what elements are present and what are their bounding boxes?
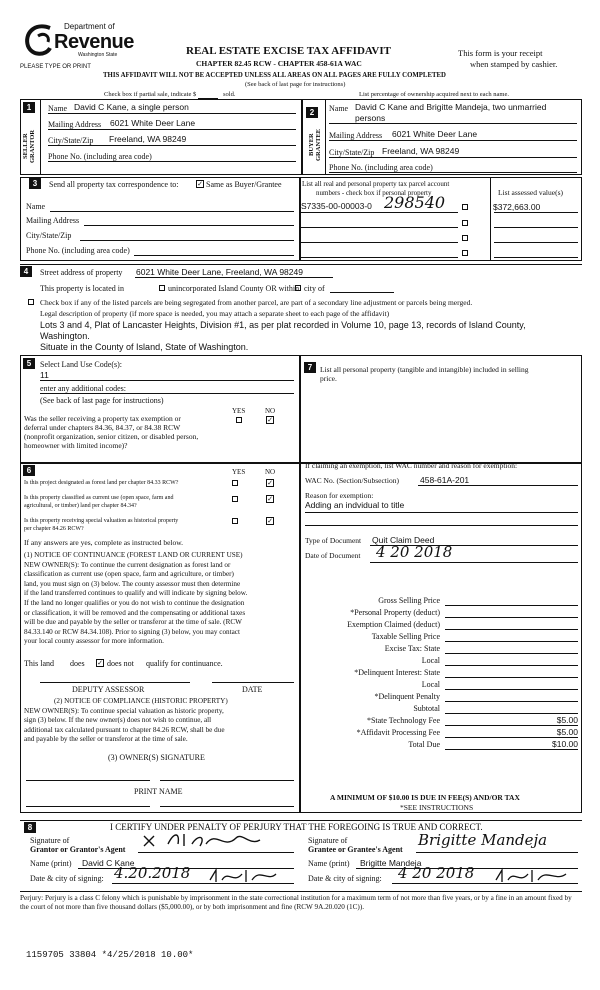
section-4-number: 4 bbox=[20, 266, 32, 277]
historic-yes-checkbox[interactable] bbox=[232, 518, 238, 524]
total-row-value[interactable]: $5.00 bbox=[556, 727, 578, 737]
certify-statement: I CERTIFY UNDER PENALTY OF PERJURY THAT THE FOREGOING IS TRUE AND CORRECT. bbox=[110, 822, 483, 832]
parcel-handwritten-id: 298540 bbox=[384, 193, 446, 212]
current-use-question-1: Is this property classified as current use (open space, farm and bbox=[24, 495, 174, 501]
buyer-city[interactable]: Freeland, WA 98249 bbox=[382, 146, 460, 156]
section-5-number: 5 bbox=[23, 358, 35, 369]
forest-land-question: Is this project designated as forest land per chapter 84.33 RCW? bbox=[24, 480, 179, 486]
s3-mail-label: Mailing Address bbox=[26, 216, 80, 225]
additional-codes-label: enter any additional codes: bbox=[40, 384, 126, 393]
total-row-label: Taxable Selling Price bbox=[371, 632, 440, 641]
partial-sale-label: Check box if partial sale, indicate $ bbox=[104, 91, 197, 98]
personal-property-label-1: List all personal property (tangible and intangible) included in selling bbox=[320, 365, 529, 374]
buyer-side-label: BUYER GRANTEE bbox=[308, 128, 322, 162]
this-land-label: This land bbox=[24, 659, 54, 668]
total-row-line bbox=[445, 617, 578, 618]
assessor-date-label: DATE bbox=[242, 685, 263, 694]
land-use-label: Select Land Use Code(s): bbox=[40, 360, 122, 369]
same-as-buyer-label: Same as Buyer/Grantee bbox=[206, 180, 282, 189]
form-title: REAL ESTATE EXCISE TAX AFFIDAVIT bbox=[186, 45, 391, 57]
minimum-fee-note: A MINIMUM OF $10.00 IS DUE IN FEE(S) AND/OR TAX bbox=[330, 793, 520, 802]
total-row-line bbox=[445, 701, 578, 702]
total-row-label: *Personal Property (deduct) bbox=[350, 608, 440, 617]
total-row-line bbox=[445, 605, 578, 606]
buyer-mail-label: Mailing Address bbox=[329, 131, 383, 140]
buyer-name-line-2[interactable]: persons bbox=[355, 113, 386, 123]
exemption-no-checkbox[interactable]: ✓ bbox=[267, 416, 273, 424]
total-row-line bbox=[445, 689, 578, 690]
section-1-number: 1 bbox=[23, 102, 35, 113]
section-7-number: 7 bbox=[304, 362, 316, 373]
total-row-label: Excise Tax: State bbox=[384, 644, 440, 653]
section-8-number: 8 bbox=[24, 822, 36, 833]
sold-label: sold. bbox=[223, 91, 236, 98]
parcel-number[interactable]: S7335-00-00003-0 bbox=[301, 201, 372, 211]
seller-side-label: SELLER GRANTOR bbox=[22, 129, 36, 163]
buyer-name-label: Name bbox=[329, 104, 349, 113]
total-row-label: Subtotal bbox=[413, 704, 440, 713]
does-label: does bbox=[70, 659, 85, 668]
grantor-date-label: Date & city of signing: bbox=[30, 874, 104, 883]
ownership-note: List percentage of ownership acquired next to each name. bbox=[359, 91, 509, 98]
receipt-note-1: This form is your receipt bbox=[458, 48, 543, 58]
dor-logo bbox=[24, 16, 134, 64]
s6-no-header: NO bbox=[265, 468, 276, 476]
buyer-city-label: City/State/Zip bbox=[329, 148, 375, 157]
total-row-label: Gross Selling Price bbox=[378, 596, 440, 605]
total-row-line bbox=[445, 677, 578, 678]
exemption-reason[interactable]: Adding an indvidual to title bbox=[305, 500, 405, 510]
total-row-line bbox=[445, 653, 578, 654]
type-doc-label: Type of Document bbox=[305, 536, 362, 545]
does-not-label: does not bbox=[107, 659, 134, 668]
same-as-buyer-checkbox[interactable]: ✓ bbox=[197, 180, 203, 188]
unincorporated-checkbox[interactable] bbox=[159, 285, 165, 291]
qualify-label: qualify for continuance. bbox=[146, 659, 223, 668]
seller-city-label: City/State/Zip bbox=[48, 136, 94, 145]
legal-desc-line-3[interactable]: Situate in the County of Island, State of Washington. bbox=[40, 342, 249, 352]
grantee-name-label: Name (print) bbox=[308, 859, 350, 868]
s5-yes-header: YES bbox=[232, 407, 246, 415]
s6-yes-header: YES bbox=[232, 468, 246, 476]
total-row-line bbox=[445, 737, 578, 738]
notice-of-continuance: (1) NOTICE OF CONTINUANCE (FOREST LAND OR CURRENT USE) NEW OWNER(S): To continue the current designation as forest land or classification as current use (open space, farm and agriculture, or timber) land, you must sign on (3) below. The county assessor must then determine if the land transferred continues to qualify and will indicate by signing below. If the land no longer qualifies or you do not wish to continue the designation or classification, it will be removed and the compensating or additional taxes will be due and payable by the seller or transferor at the time of sale. (RCW 84.33.140 or RCW 84.34.108). Prior to signing (3) below, you may contact your local county assessor for more information. bbox=[24, 551, 248, 646]
receipt-note-2: when stamped by cashier. bbox=[470, 59, 558, 69]
legal-desc-line-1[interactable]: Lots 3 and 4, Plat of Lancaster Heights, Division #1, as per plat recorded in Volume 10, page 13, records of Island County, bbox=[40, 320, 526, 330]
total-row-label: *Affidavit Processing Fee bbox=[356, 728, 440, 737]
within-city-checkbox[interactable] bbox=[295, 285, 301, 291]
buyer-phone-label: Phone No. (including area code) bbox=[329, 163, 433, 172]
assessed-value[interactable]: $372,663.00 bbox=[493, 202, 541, 212]
type-of-document[interactable]: Quit Claim Deed bbox=[372, 535, 435, 545]
current-use-question-2: agricultural, or timber) land per chapter 84.34? bbox=[24, 503, 137, 509]
seller-phone-label: Phone No. (including area code) bbox=[48, 152, 152, 161]
notice-of-compliance: (2) NOTICE OF COMPLIANCE (HISTORIC PROPERTY) NEW OWNER(S): To continue special valuation as historic property, sign (3) below. If the new owner(s) does not wish to continue, all additional tax calculated pursuant to chapter 84.26 RCW, shall be due and payable by the seller or transferor at the time of sale. bbox=[24, 697, 228, 744]
street-label: Street address of property bbox=[40, 268, 123, 277]
date-of-document[interactable]: 4 20 2018 bbox=[376, 543, 453, 561]
claiming-exemption-label: If claiming an exemption, list WAC number and reason for exemption: bbox=[305, 461, 518, 470]
deputy-assessor-label: DEPUTY ASSESSOR bbox=[72, 685, 145, 694]
total-row-line bbox=[445, 629, 578, 630]
seller-mail[interactable]: 6021 White Deer Lane bbox=[110, 118, 196, 128]
grantor-sig-label-2: Grantor or Grantor's Agent bbox=[30, 845, 126, 854]
located-label-b: unincorporated Island County OR within bbox=[168, 284, 300, 293]
segregation-checkbox[interactable] bbox=[28, 299, 34, 305]
street-address[interactable]: 6021 White Deer Lane, Freeland, WA 98249 bbox=[136, 267, 303, 277]
legal-desc-label: Legal description of property (if more space is needed, you may attach a separate sheet to each page of the affidavit) bbox=[40, 309, 390, 318]
grantor-name[interactable]: David C Kane bbox=[82, 858, 135, 868]
historic-no-checkbox[interactable]: ✓ bbox=[267, 517, 273, 525]
total-row-line bbox=[445, 713, 578, 714]
grantee-sig-label-2: Grantee or Grantee's Agent bbox=[308, 845, 403, 854]
grantor-sig-label-1: Signature of bbox=[30, 836, 70, 845]
owner-signature-label: (3) OWNER(S) SIGNATURE bbox=[108, 753, 205, 762]
total-row-label: *Delinquent Interest: State bbox=[354, 668, 440, 677]
total-row-line bbox=[445, 665, 578, 666]
land-use-see-back: (See back of last page for instructions) bbox=[40, 396, 164, 405]
grantee-name[interactable]: Brigitte Mandeja bbox=[360, 858, 422, 868]
located-label-c: city of bbox=[304, 284, 325, 293]
parcel-header-line-2: numbers - check box if personal property bbox=[316, 189, 432, 197]
perjury-notice: Perjury: Perjury is a class C felony which is punishable by imprisonment in the state correctional institution for a maximum term of not more than five years, or by a fine in an amount fixed by the court of not more than five thousand dollars ($5,000.00), or by both imprisonment and fine (RCW 9A.20.020 (1C)). bbox=[20, 894, 572, 911]
total-row-label: *Delinquent Penalty bbox=[374, 692, 440, 701]
type-print-note: PLEASE TYPE OR PRINT bbox=[20, 64, 91, 70]
revenue-swirl-icon bbox=[24, 22, 54, 58]
if-yes-instruction: If any answers are yes, complete as instructed below. bbox=[24, 538, 184, 547]
form-chapter: CHAPTER 82.45 RCW - CHAPTER 458-61A WAC bbox=[196, 59, 362, 68]
total-row-line bbox=[445, 749, 578, 750]
segregation-label: Check box if any of the listed parcels are being segregated from another parcel, are part of a secondary line adjustment or parcels being merged. bbox=[40, 298, 473, 307]
legal-desc-line-2[interactable]: Washington. bbox=[40, 331, 90, 341]
section-3-number: 3 bbox=[29, 178, 41, 189]
does-not-checkbox[interactable]: ✓ bbox=[97, 659, 103, 667]
historic-question-2: per chapter 84.26 RCW? bbox=[24, 526, 84, 532]
wac-number[interactable]: 458-61A-201 bbox=[420, 475, 470, 485]
land-use-code[interactable]: 11 bbox=[40, 370, 49, 380]
grantor-signature bbox=[140, 830, 290, 852]
grantee-signature: Brigitte Mandeja bbox=[418, 831, 548, 849]
buyer-mail[interactable]: 6021 White Deer Lane bbox=[392, 129, 478, 139]
personal-property-checkbox-1[interactable] bbox=[462, 204, 468, 210]
section-2-number: 2 bbox=[306, 107, 318, 118]
parcel-header-line-1: List all real and personal property tax parcel account bbox=[302, 180, 450, 188]
forest-yes-checkbox[interactable] bbox=[232, 480, 238, 486]
seller-name-label: Name bbox=[48, 104, 68, 113]
s3-city-label: City/State/Zip bbox=[26, 231, 72, 240]
see-back-note: (See back of last page for instructions) bbox=[245, 81, 346, 88]
dept-name: Revenue bbox=[54, 31, 134, 53]
s5-no-header: NO bbox=[265, 407, 276, 415]
total-row-label: Local bbox=[421, 656, 440, 665]
buyer-name-line-1[interactable]: David C Kane and Brigitte Mandeja, two unmarried bbox=[355, 102, 547, 112]
grantee-date-label: Date & city of signing: bbox=[308, 874, 382, 883]
dept-line: Department of bbox=[64, 22, 115, 31]
wac-label: WAC No. (Section/Subsection) bbox=[305, 476, 399, 485]
seller-city[interactable]: Freeland, WA 98249 bbox=[109, 134, 187, 144]
grantee-sig-label-1: Signature of bbox=[308, 836, 348, 845]
total-row-line bbox=[445, 725, 578, 726]
recording-stamp: 1159705 33804 *4/25/2018 10.00* bbox=[26, 950, 194, 960]
s3-phone-label: Phone No. (including area code) bbox=[26, 246, 130, 255]
total-row-label: Local bbox=[421, 680, 440, 689]
exemption-question: Was the seller receiving a property tax exemption or deferral under chapters 84.36, 84.37, or 84.38 RCW (nonprofit organization, senior citizen, or disabled person, homeowner with limited income)? bbox=[24, 414, 199, 450]
s3-name-label: Name bbox=[26, 202, 46, 211]
grantor-name-label: Name (print) bbox=[30, 859, 72, 868]
current-use-no-checkbox[interactable]: ✓ bbox=[267, 495, 273, 503]
grantee-date-city[interactable]: 4 20 2018 bbox=[398, 864, 475, 882]
date-doc-label: Date of Document bbox=[305, 551, 361, 560]
located-label-a: This property is located in bbox=[40, 284, 124, 293]
total-row-label: Total Due bbox=[408, 740, 440, 749]
send-correspondence-label: Send all property tax correspondence to: bbox=[49, 180, 179, 189]
current-use-yes-checkbox[interactable] bbox=[232, 496, 238, 502]
assessed-header: List assessed value(s) bbox=[498, 188, 563, 197]
total-row-value[interactable]: $10.00 bbox=[552, 739, 578, 749]
personal-property-checkbox-4[interactable] bbox=[462, 250, 468, 256]
total-row-label: Exemption Claimed (deduct) bbox=[347, 620, 440, 629]
completion-warning: THIS AFFIDAVIT WILL NOT BE ACCEPTED UNLESS ALL AREAS ON ALL PAGES ARE FULLY COMPLETED bbox=[103, 72, 446, 79]
personal-property-checkbox-3[interactable] bbox=[462, 235, 468, 241]
dept-state: Washington State bbox=[78, 52, 118, 58]
see-instructions-note: *SEE INSTRUCTIONS bbox=[400, 803, 474, 812]
exemption-yes-checkbox[interactable] bbox=[236, 417, 242, 423]
personal-property-checkbox-2[interactable] bbox=[462, 220, 468, 226]
personal-property-label-2: price. bbox=[320, 374, 337, 383]
total-row-value[interactable]: $5.00 bbox=[556, 715, 578, 725]
historic-question-1: Is this property receiving special valuation as historical property bbox=[24, 518, 179, 524]
print-name-label: PRINT NAME bbox=[134, 787, 183, 796]
total-row-label: *State Technology Fee bbox=[366, 716, 440, 725]
section-6-number: 6 bbox=[23, 465, 35, 476]
reason-label: Reason for exemption: bbox=[305, 491, 374, 500]
forest-no-checkbox[interactable]: ✓ bbox=[267, 479, 273, 487]
seller-mail-label: Mailing Address bbox=[48, 120, 102, 129]
grantor-date-city[interactable]: 4.20.2018 bbox=[114, 864, 191, 882]
seller-name[interactable]: David C Kane, a single person bbox=[74, 102, 189, 112]
total-row-line bbox=[445, 641, 578, 642]
